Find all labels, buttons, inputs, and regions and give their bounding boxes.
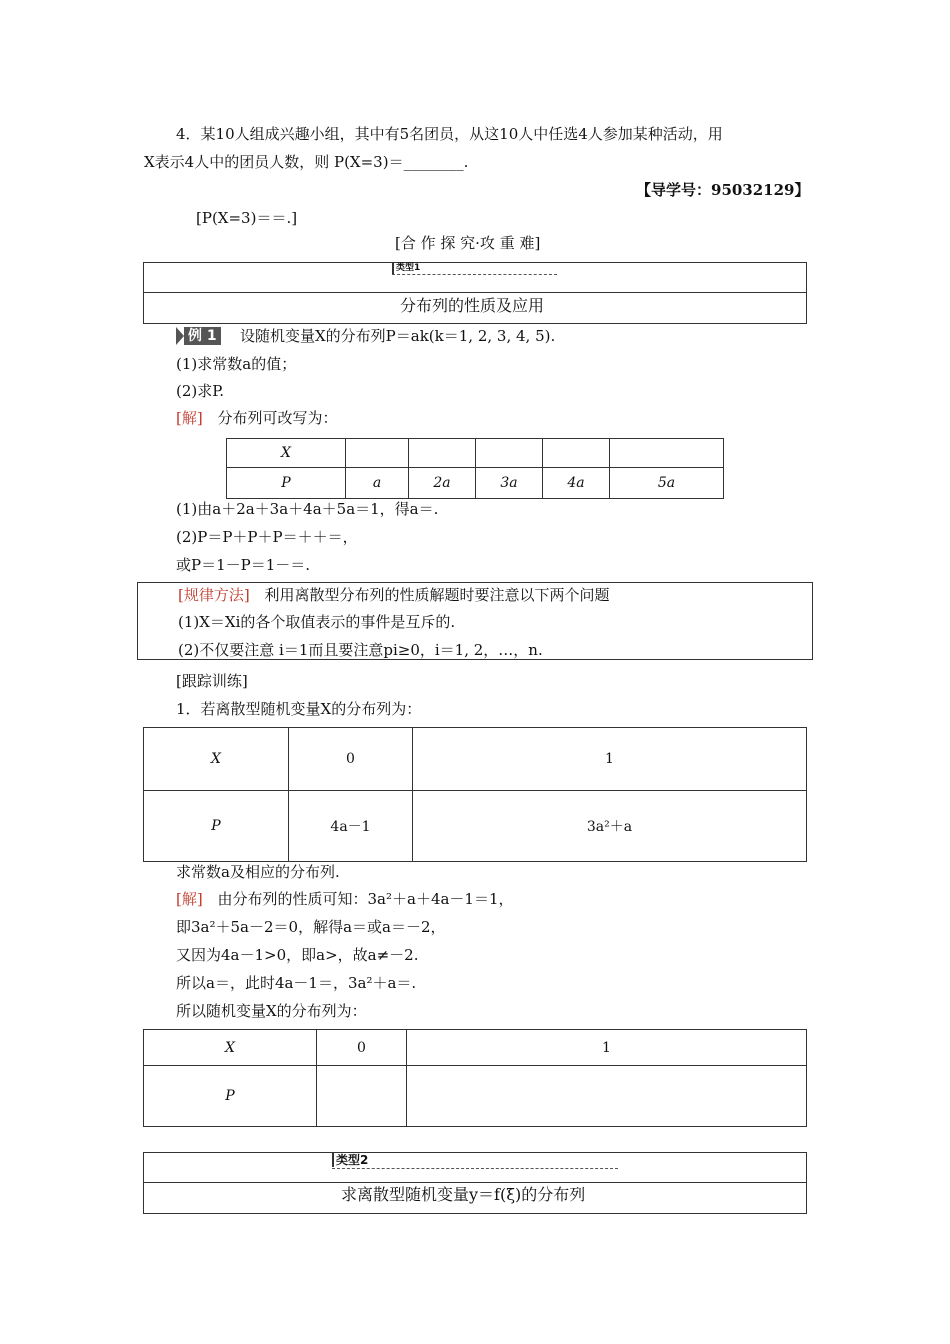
follow-q1: 1．若离散型随机变量X的分布列为：: [176, 700, 422, 718]
table-cell: [409, 439, 476, 468]
method-point2: (2)不仅要注意 i＝1而且要注意pi≥0，i＝1, 2，…，n.: [178, 641, 543, 659]
follow-line3: 又因为4a－1>0，即a>，故a≠－2.: [176, 946, 419, 964]
table-cell: P: [227, 468, 346, 499]
q4-blank: ________: [403, 153, 464, 171]
solution-label: [解]: [176, 409, 203, 427]
type1-title: 分布列的性质及应用: [400, 296, 545, 315]
example1-header: [176, 325, 221, 345]
type2-dash: [332, 1168, 618, 1169]
table-cell: a: [346, 468, 409, 499]
solution-label: [解]: [176, 890, 203, 908]
method-point1: (1)X＝Xi的各个取值表示的事件是互斥的.: [178, 613, 456, 631]
example1-stem: 设随机变量X的分布列P＝ak(k＝1, 2, 3, 4, 5).: [240, 327, 556, 345]
example1-q2: (2)求P.: [176, 382, 225, 400]
table-cell: 5a: [610, 468, 724, 499]
table-cell: 0: [317, 1030, 407, 1066]
type2-tag: 类型2: [332, 1153, 368, 1167]
method-text: 利用离散型分布列的性质解题时要注意以下两个问题: [264, 586, 610, 604]
table-cell: 1: [407, 1030, 807, 1066]
q4-line2-pre: X表示4人中的团员人数，则 P(X=3)＝: [144, 153, 404, 171]
table-cell: 4a－1: [289, 791, 413, 862]
q4-line1: 4．某10人组成兴趣小组，其中有5名团员，从这10人中任选4人参加某种活动，用: [176, 125, 723, 143]
example1-solution: [176, 408, 338, 428]
q4-line2: [144, 152, 468, 172]
table-cell: [476, 439, 543, 468]
table-cell: 4a: [543, 468, 610, 499]
follow-line4: 所以a＝，此时4a－1＝，3a²＋a＝.: [176, 974, 417, 992]
table-cell: [346, 439, 409, 468]
example-arrow-icon: [176, 327, 184, 345]
follow-ask: 求常数a及相应的分布列.: [176, 863, 340, 881]
example1-step2: (2)P＝P＋P＋P＝＋＋＝，: [176, 528, 358, 546]
table-cell: X: [144, 728, 289, 791]
example1-q1: (1)求常数a的值；: [176, 355, 297, 373]
solution-intro: 分布列可改写为：: [217, 409, 338, 427]
table-cell: 0: [289, 728, 413, 791]
example1-step3: 或P＝1－P＝1－＝.: [176, 556, 311, 574]
follow-table2: [143, 1029, 807, 1127]
table-cell: 3a: [476, 468, 543, 499]
type1-divider: [143, 292, 807, 293]
table-cell: [543, 439, 610, 468]
follow-heading: [跟踪训练]: [176, 672, 248, 690]
table-cell: 3a²＋a: [413, 791, 807, 862]
type1-dash: [392, 274, 557, 275]
example-badge: 例 1: [184, 327, 221, 345]
example1-table: [226, 438, 724, 499]
table-cell: X: [227, 439, 346, 468]
table-cell: X: [144, 1030, 317, 1066]
follow-line5: 所以随机变量X的分布列为：: [176, 1002, 367, 1020]
method-heading: [178, 585, 610, 605]
type2-title: 求离散型随机变量y＝f(ξ)的分布列: [341, 1185, 586, 1204]
method-label: [规律方法]: [178, 586, 250, 604]
table-cell: P: [144, 1066, 317, 1127]
table-cell: [317, 1066, 407, 1127]
table-cell: P: [144, 791, 289, 862]
table-cell: 2a: [409, 468, 476, 499]
example1-step1: (1)由a＋2a＋3a＋4a＋5a＝1，得a＝.: [176, 500, 439, 518]
type1-tag: 类型1: [392, 263, 420, 274]
guide-number: 【导学号：95032129】: [636, 181, 810, 199]
follow-solution: [176, 889, 514, 909]
table-cell: [610, 439, 724, 468]
section-heading: [合 作 探 究·攻 重 难]: [395, 234, 541, 252]
table-cell: [407, 1066, 807, 1127]
table-cell: 1: [413, 728, 807, 791]
q4-answer: [P(X=3)＝＝.]: [196, 209, 298, 227]
follow-table1: [143, 727, 807, 862]
q4-line2-post: .: [463, 153, 469, 171]
follow-solution-text: 由分布列的性质可知：3a²＋a＋4a－1＝1，: [217, 890, 514, 908]
follow-line2: 即3a²＋5a－2＝0，解得a＝或a＝－2，: [176, 918, 446, 936]
